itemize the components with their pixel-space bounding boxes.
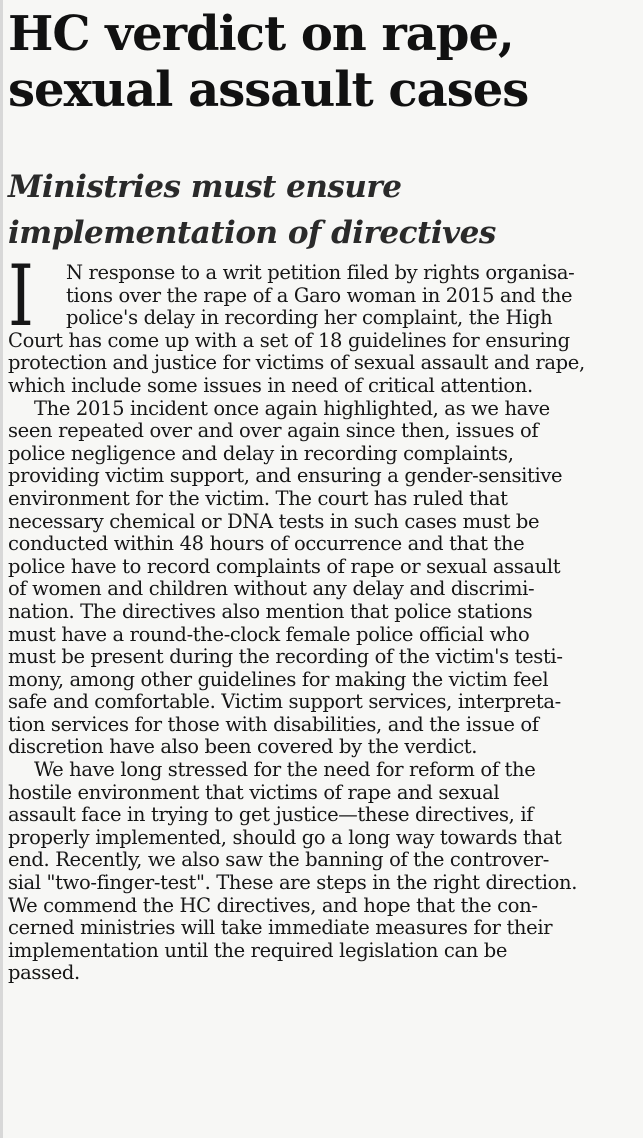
text-line: nation. The directives also mention that police stations <box>8 599 533 623</box>
text-line: safe and comfortable. Victim support services, interpreta- <box>8 690 561 714</box>
text-line: hostile environment that victims of rape and sexual <box>8 780 500 804</box>
headline <box>8 6 638 118</box>
article-body <box>8 247 638 985</box>
column-rule <box>0 0 3 1138</box>
text-line: We commend the HC directives, and hope that the con- <box>8 893 538 917</box>
text-line: discretion have also been covered by the verdict. <box>8 735 478 759</box>
text-line: must be present during the recording of the victim's testi- <box>8 645 563 669</box>
drop-cap: I <box>8 247 34 345</box>
text-line: end. Recently, we also saw the banning of the controver- <box>8 848 549 872</box>
headline-line: sexual assault cases <box>8 62 529 118</box>
text-line: Court has come up with a set of 18 guidelines for ensuring <box>8 328 570 352</box>
text-line: seen repeated over and over again since then, issues of <box>8 419 539 443</box>
text-line: police's delay in recording her complaint, the High <box>66 306 553 330</box>
text-line: tions over the rape of a Garo woman in 2015 and the <box>66 283 573 307</box>
text-line: must have a round-the-clock female police official who <box>8 622 530 646</box>
headline-line: HC verdict on rape, <box>8 6 514 62</box>
text-line: police negligence and delay in recording complaints, <box>8 441 514 465</box>
text-line: properly implemented, should go a long way towards that <box>8 825 562 849</box>
text-line: mony, among other guidelines for making the victim feel <box>8 667 549 691</box>
text-line: which include some issues in need of critical attention. <box>8 373 533 397</box>
text-line: providing victim support, and ensuring a gender-sensitive <box>8 464 563 488</box>
text-line: assault face in trying to get justice—these directives, if <box>8 803 534 827</box>
text-line: police have to record complaints of rape or sexual assault <box>8 554 561 578</box>
text-line: tion services for those with disabilities, and the issue of <box>8 712 539 736</box>
text-line: The 2015 incident once again highlighted, as we have <box>34 396 550 420</box>
text-line: passed. <box>8 961 80 985</box>
subheadline <box>8 164 638 256</box>
text-line: environment for the victim. The court has ruled that <box>8 486 508 510</box>
paragraph-3 <box>8 759 638 985</box>
text-line: necessary chemical or DNA tests in such cases must be <box>8 509 540 533</box>
text-line: implementation until the required legislation can be <box>8 938 508 962</box>
text-line: protection and justice for victims of sexual assault and rape, <box>8 351 585 375</box>
paragraph-1 <box>8 247 638 398</box>
text-line: of women and children without any delay and discrimi- <box>8 577 535 601</box>
paragraph-2 <box>8 398 638 760</box>
subheadline-line: implementation of directives <box>8 215 496 251</box>
text-line: cerned ministries will take immediate measures for their <box>8 916 553 940</box>
text-line: We have long stressed for the need for reform of the <box>34 758 536 782</box>
text-line: N response to a writ petition filed by rights organisa- <box>66 261 575 284</box>
text-line: sial "two-finger-test". These are steps in the right direction. <box>8 871 578 895</box>
subheadline-line: Ministries must ensure <box>8 169 402 205</box>
text-line: conducted within 48 hours of occurrence and that the <box>8 532 525 556</box>
